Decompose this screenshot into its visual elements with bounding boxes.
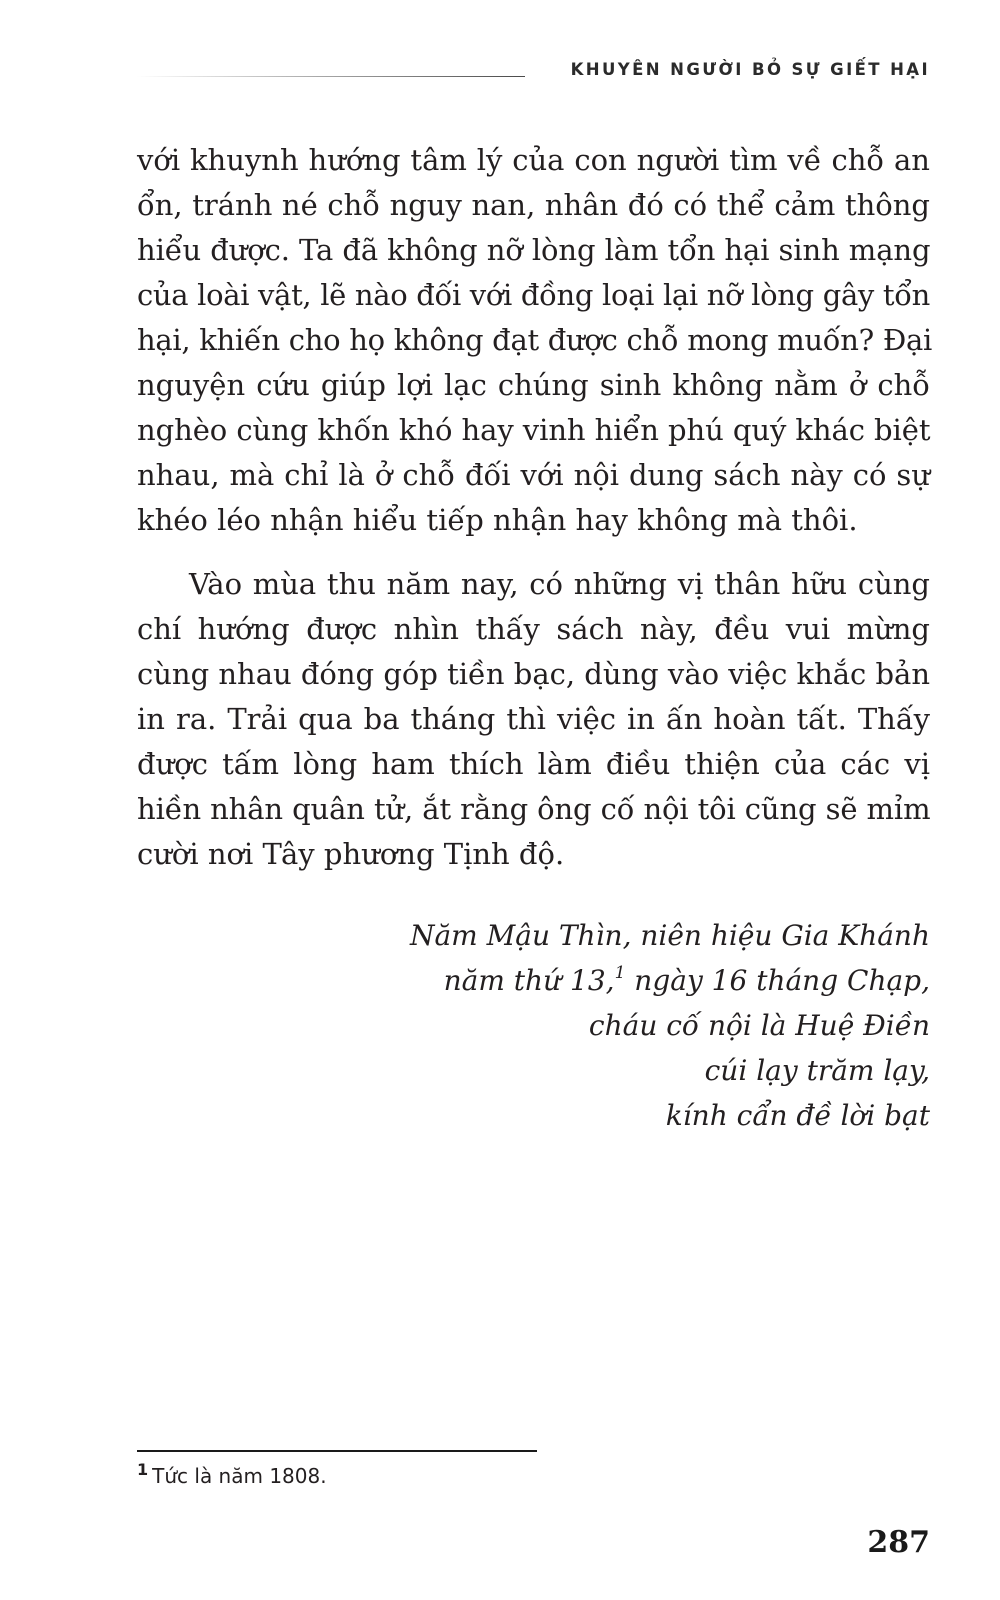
paragraph-line: Vào mùa thu năm nay, có những vị thân hữu cùng [189,567,930,601]
signature-line: cháu cố nội là Huệ Điền [588,1009,930,1042]
paragraph-line: in ra. Trải qua ba tháng thì việc in ấn hoàn tất. Thấy [137,702,930,736]
running-head: KHUYÊN NGƯỜI BỎ SỰ GIẾT HẠI [570,60,930,79]
footnote-text: Tức là năm 1808. [152,1464,327,1488]
footnote-reference[interactable]: 1 [614,963,626,983]
signature-line: Năm Mậu Thìn, niên hiệu Gia Khánh [409,919,930,952]
footnote-rule [137,1450,537,1452]
signature-text: năm thứ 13, [443,964,615,997]
paragraph-line: được tấm lòng ham thích làm điều thiện của các vị [137,747,930,781]
signature-line: cúi lạy trăm lạy, [704,1054,930,1087]
paragraph-line: hiểu được. Ta đã không nỡ lòng làm tổn hại sinh mạng [137,233,931,267]
signature-text: ngày 16 tháng Chạp, [625,964,930,997]
paragraph-line: ổn, tránh né chỗ nguy nan, nhân đó có thể cảm thông [137,188,930,222]
signature-block [410,913,930,1138]
footnote [137,1460,327,1488]
paragraph-line: của loài vật, lẽ nào đối với đồng loại lại nỡ lòng gây tổn [137,278,930,312]
paragraph-line: cười nơi Tây phương Tịnh độ. [137,837,565,871]
paragraph-line: nhau, mà chỉ là ở chỗ đối với nội dung sách này có sự [137,458,930,492]
body-paragraph-2 [137,562,930,877]
body-paragraph-1 [137,138,930,543]
paragraph-line: hiền nhân quân tử, ắt rằng ông cố nội tôi cũng sẽ mỉm [137,792,931,826]
paragraph-line: khéo léo nhận hiểu tiếp nhận hay không mà thôi. [137,503,858,537]
signature-line [410,958,930,1003]
header-rule [137,76,525,77]
paragraph-line: nghèo cùng khốn khó hay vinh hiển phú quý khác biệt [137,413,931,447]
page-number: 287 [867,1525,930,1560]
signature-line: kính cẩn đề lời bạt [665,1099,930,1132]
paragraph-line: chí hướng được nhìn thấy sách này, đều vui mừng [137,612,930,646]
paragraph-line: với khuynh hướng tâm lý của con người tìm về chỗ an [137,143,930,177]
paragraph-line: nguyện cứu giúp lợi lạc chúng sinh không nằm ở chỗ [137,368,930,402]
footnote-marker: 1 [137,1460,149,1479]
paragraph-line: cùng nhau đóng góp tiền bạc, dùng vào việc khắc bản [137,657,931,691]
paragraph-line: hại, khiến cho họ không đạt được chỗ mong muốn? Đại [137,323,932,357]
